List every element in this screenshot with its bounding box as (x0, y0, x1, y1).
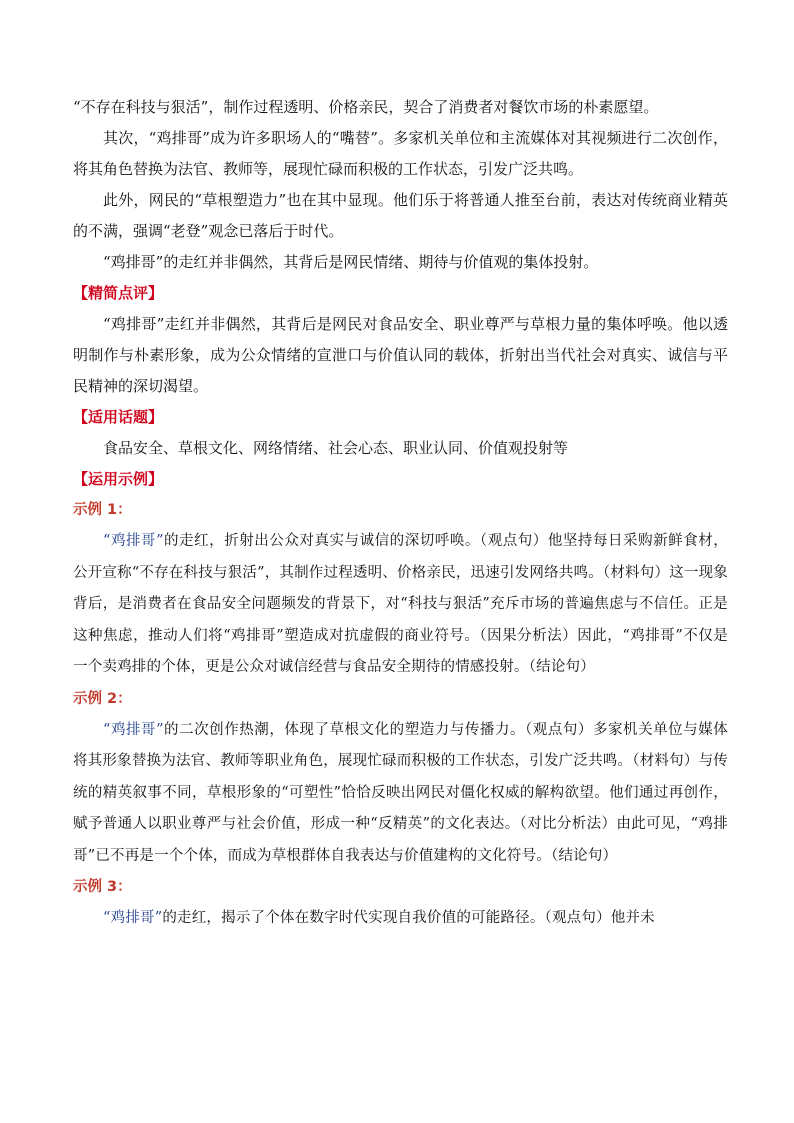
intro-paragraph-4: “鸡排哥”的走红并非偶然，其背后是网民情绪、期待与价值观的集体投射。 (103, 253, 599, 271)
example-2-text (73, 715, 728, 873)
intro-paragraph-2: 其次，“鸡排哥”成为许多职场人的“嘴替”。多家机关单位和主流媒体对其视频进行二次创作，将其角色替换为法官、教师等，展现忙碌而积极的工作状态，引发广泛共鸣。 (73, 129, 728, 178)
example-1-text (73, 526, 728, 684)
intro-paragraph-1: “不存在科技与狠活”，制作过程透明、价格亲民，契合了消费者对餐饮市场的朴素愿望。 (73, 98, 659, 116)
example-1-keyword: “鸡排哥” (103, 533, 164, 549)
example-1-label: 示例 1： (73, 502, 132, 518)
review-heading: 【精简点评】 (73, 284, 164, 302)
example-2-body: 的二次创作热潮，体现了草根文化的塑造力与传播力。（观点句）多家机关单位与媒体将其形象替换为法官、教师等职业角色，展现忙碌而积极的工作状态，引发广泛共鸣。（材料句）与传统的精英叙事不同，草根形象的“可塑性”恰恰反映出网民对僵化权威的解构欲望。他们通过再创作，赋予普通人以职业尊严与社会价值，形成一种“反精英”的文化表达。（对比分析法）由此可见，“鸡排哥”已不再是一个个体，而成为草根群体自我表达与价值建构的文化符号。（结论句） (73, 721, 728, 864)
example-3-body: 的走红，揭示了个体在数字时代实现自我价值的可能路径。（观点句）他并未 (162, 910, 655, 926)
example-2-keyword: “鸡排哥” (103, 721, 164, 738)
usage-heading: 【运用示例】 (73, 470, 164, 488)
document-page (73, 92, 728, 935)
example-2-label: 示例 2： (73, 690, 132, 707)
example-3-label: 示例 3： (73, 879, 132, 895)
example-3-text (73, 903, 728, 935)
example-1-body: 的走红，折射出公众对真实与诚信的深切呼唤。（观点句）他坚持每日采购新鲜食材，公开宣称“不存在科技与狠活”，其制作过程透明、价格亲民，迅速引发网络共鸣。（材料句）这一现象背后，是消费者在食品安全问题频发的背景下，对“科技与狠活”充斥市场的普遍焦虑与不信任。正是这种焦虑，推动人们将“鸡排哥”塑造成对抗虚假的商业符号。（因果分析法）因此，“鸡排哥”不仅是一个卖鸡排的个体，更是公众对诚信经营与食品安全期待的情感投射。（结论句） (73, 533, 728, 675)
intro-paragraph-3: 此外，网民的“草根塑造力”也在其中显现。他们乐于将普通人推至台前，表达对传统商业精英的不满，强调“老登”观念已落后于时代。 (73, 191, 728, 240)
topics-text: 食品安全、草根文化、网络情绪、社会心态、职业认同、价值观投射等 (103, 439, 569, 457)
example-3-keyword: “鸡排哥” (103, 910, 163, 926)
topics-heading: 【适用话题】 (73, 408, 164, 426)
review-text: “鸡排哥”走红并非偶然，其背后是网民对食品安全、职业尊严与草根力量的集体呼唤。他以透明制作与朴素形象，成为公众情绪的宣泄口与价值认同的载体，折射出当代社会对真实、诚信与平民精神的深切渴望。 (73, 315, 728, 395)
